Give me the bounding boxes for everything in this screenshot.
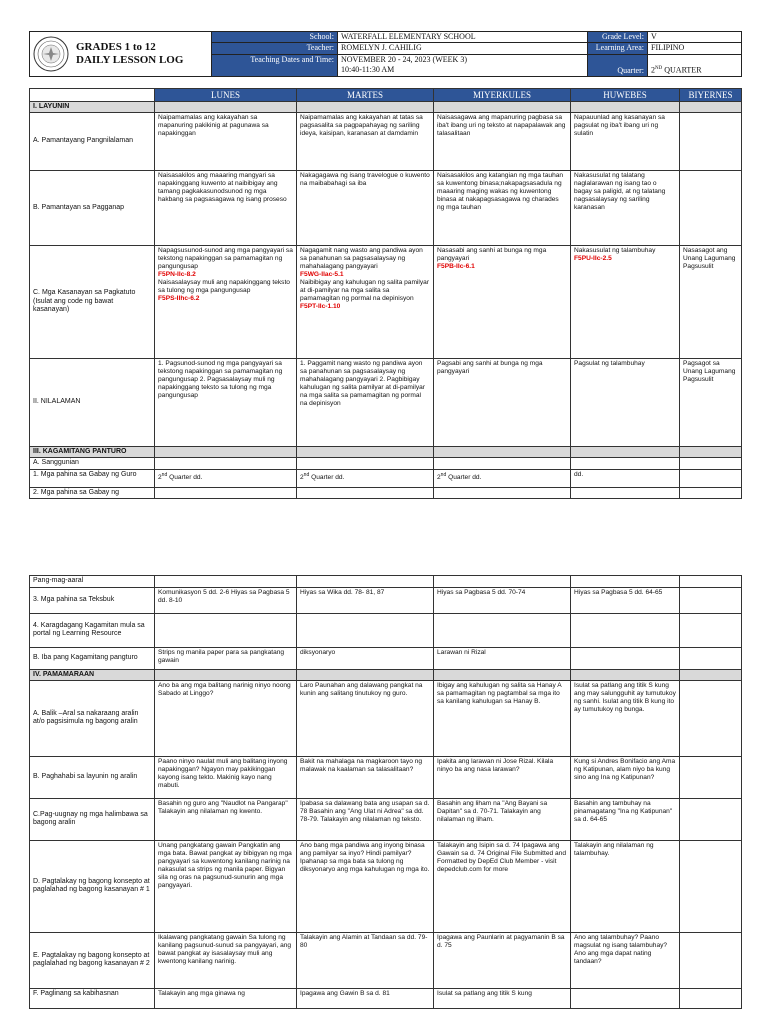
row-label-pagtalakay-1: D. Pagtalakay ng bagong konsepto at paglalahad ng bagong kasanayan # 1 bbox=[30, 840, 155, 932]
table-row bbox=[30, 359, 742, 447]
cell-pag-uugnay-miyerkules: Basahin ang liham na "Ang Bayani sa Dapitan" sa d. 70-71. Talakayin ang nilalaman ng liham. bbox=[434, 798, 571, 840]
table-row bbox=[30, 487, 742, 499]
cell-ii-biyernes: Pagsagot sa Unang Lagumang Pagsusulit bbox=[680, 359, 742, 447]
row-label-pamantayan-pagganap: B. Pamantayan sa Pagganap bbox=[30, 171, 155, 246]
cell-teksbuk-huwebes: Hiyas sa Pagbasa 5 dd. 64-65 bbox=[571, 587, 680, 613]
quarter-suffix: nd bbox=[440, 471, 447, 478]
cell-paghahabi-huwebes: Kung si Andres Bonifacio ang Ama ng Katipunan, alam niyo ba kung sino ang Ina ng Katipunan? bbox=[571, 756, 680, 798]
quarter-number: 2 bbox=[300, 473, 304, 481]
school-value: WATERFALL ELEMENTARY SCHOOL bbox=[338, 32, 588, 43]
quarter-suffix: nd bbox=[303, 471, 310, 478]
section-kagamitan-row bbox=[30, 447, 742, 458]
title-line-1: GRADES 1 to 12 bbox=[76, 41, 156, 53]
day-miyerkules: MIYERKULES bbox=[434, 89, 571, 102]
teacher-label: Teacher: bbox=[212, 43, 338, 54]
cell-pagtalakay2-huwebes: Ano ang talambuhay? Paano magsulat ng isang talambuhay? Ano ang mga dapat nating tandaan? bbox=[571, 932, 680, 988]
day-huwebes: HUWEBES bbox=[571, 89, 680, 102]
row-label-iba-pang-kagamitan: B. Iba pang Kagamitang pangturo bbox=[30, 647, 155, 669]
cell-c-miyerkules bbox=[434, 246, 571, 359]
cell-paglinang-miyerkules: Isulat sa patlang ang titik S kung bbox=[434, 988, 571, 1008]
day-lunes: LUNES bbox=[155, 89, 297, 102]
cell-c-martes-text-2: Naibibigay ang kahulugan ng salita pamilyar at di-pamilyar na mga salita sa pamamagitan ng pormal na depinisyon bbox=[300, 279, 430, 302]
cell-ii-huwebes: Pagsulat ng talambuhay bbox=[571, 359, 680, 447]
cell-c-huwebes bbox=[571, 246, 680, 359]
cell-balik-martes: Laro Paunahan ang dalawang pangkat na kunin ang salitang tinutukoy ng guro. bbox=[297, 680, 434, 756]
cell-guro-martes bbox=[297, 469, 434, 487]
row-label-paghahabi: B. Paghahabi sa layunin ng aralin bbox=[30, 756, 155, 798]
competency-code: F5PT-IIc-1.10 bbox=[300, 303, 341, 310]
cell-a-biyernes bbox=[680, 113, 742, 171]
table-row bbox=[30, 756, 742, 798]
table-row bbox=[30, 840, 742, 932]
cell-b-martes: Nakagagawa ng isang travelogue o kuwento na maibabahagi sa iba bbox=[297, 171, 434, 246]
dates-cell bbox=[338, 54, 588, 77]
table-row bbox=[30, 576, 742, 588]
grade-value: V bbox=[648, 32, 742, 43]
dates-label: Teaching Dates and Time: bbox=[212, 54, 338, 77]
row-label-gabay-guro: 1. Mga pahina sa Gabay ng Guro bbox=[30, 469, 155, 487]
row-label-pang-magaaral: Pang-mag-aaral bbox=[30, 576, 155, 588]
cell-teksbuk-lunes: Komunikasyon 5 dd. 2-6 Hiyas sa Pagbasa 5 dd. 8-10 bbox=[155, 587, 297, 613]
cell-ii-lunes: 1. Pagsunod-sunod ng mga pangyayari sa tekstong napakinggan sa pamamagitan ng pangungusap 2. Pagsasalaysay muli ng napakinggang teksto sa tulong ng mga pangungusap bbox=[155, 359, 297, 447]
cell-b-lunes: Naisasakilos ang maaaring mangyari sa napakinggang kuwento at naibibigay ang tamang pagkakasunodsunod ng mga hakbang sa pagsasagawa ng isang proseso bbox=[155, 171, 297, 246]
cell-guro-lunes bbox=[155, 469, 297, 487]
quarter-suffix: nd bbox=[161, 471, 168, 478]
deped-seal-icon bbox=[33, 36, 69, 72]
row-label-sanggunian: A. Sanggunian bbox=[30, 458, 155, 470]
cell-teksbuk-miyerkules: Hiyas sa Pagbasa 5 dd. 70-74 bbox=[434, 587, 571, 613]
cell-b-huwebes: Nakasusulat ng talatang naglalarawan ng isang tao o bagay sa paligid, at ng talatang nagsasalaysay ng sariling karanasan bbox=[571, 171, 680, 246]
quarter-suffix: ND bbox=[655, 66, 663, 72]
cell-balik-huwebes: Isulat sa patlang ang titik S kung ang may salungguhit ay tumutukoy ng sanhi. Isulat ang titik B kung ito ay tumutukoy ng bunga. bbox=[571, 680, 680, 756]
cell-pagtalakay1-huwebes: Talakayin ang nilalaman ng talambuhay. bbox=[571, 840, 680, 932]
page-one bbox=[0, 0, 768, 511]
cell-guro-miyerkules bbox=[434, 469, 571, 487]
cell-pag-uugnay-lunes: Basahin ng guro ang "Naudlot na Pangarap" Talakayin ang nilalaman ng kwento. bbox=[155, 798, 297, 840]
quarter-text: Quarter dd. bbox=[167, 473, 203, 481]
cell-pagtalakay2-martes: Talakayin ang Alamin at Tandaan sa dd. 79-80 bbox=[297, 932, 434, 988]
row-label-pag-uugnay: C.Pag-uugnay ng mga halimbawa sa bagong aralin bbox=[30, 798, 155, 840]
cell-paglinang-martes: Ipagawa ang Gawin B sa d. 81 bbox=[297, 988, 434, 1008]
section-layunin-row bbox=[30, 102, 742, 113]
time-value: 10:40-11:30 AM bbox=[341, 64, 395, 74]
table-row bbox=[30, 469, 742, 487]
competency-code: F5PS-IIhc-6.2 bbox=[158, 295, 200, 302]
cell-c-lunes bbox=[155, 246, 297, 359]
section-pamamaraan: IV. PAMAMARAAN bbox=[30, 669, 155, 680]
area-value: FILIPINO bbox=[648, 43, 742, 54]
cell-pag-uugnay-martes: Ipabasa sa dalawang bata ang usapan sa d. 78 Basahin ang "Ang Ulat ni Adrea" sa dd. 78-79. Talakayin ang nilalaman ng teksto. bbox=[297, 798, 434, 840]
cell-paglinang-lunes: Talakayin ang mga ginawa ng bbox=[155, 988, 297, 1008]
section-kagamitan: III. KAGAMITANG PANTURO bbox=[30, 447, 155, 458]
quarter-text: Quarter dd. bbox=[446, 473, 482, 481]
cell-c-martes-text-1: Nagagamit nang wasto ang pandiwa ayon sa panahunan sa pagsasalaysay ng mahahalagang pangyayari bbox=[300, 247, 423, 270]
cell-ii-miyerkules: Pagsabi ang sanhi at bunga ng mga pangyayari bbox=[434, 359, 571, 447]
day-biyernes: BIYERNES bbox=[680, 89, 742, 102]
cell-c-miyerkules-text: Nasasabi ang sanhi at bunga ng mga pangyayari bbox=[437, 247, 547, 262]
competency-code: F5PU-IIc-2.5 bbox=[574, 255, 612, 262]
day-header-blank bbox=[30, 89, 155, 102]
cell-pagtalakay2-lunes: Ikalawang pangkatang gawain Sa tulong ng kanilang pagsunud-sunud sa pangyayari, ang bawat pangkat ay isasalaysay muli ang kwentong kanilang narinig. bbox=[155, 932, 297, 988]
cell-a-lunes: Naipamamalas ang kakayahan sa mapanuring pakikinig at pagunawa sa napakinggan bbox=[155, 113, 297, 171]
table-row bbox=[30, 680, 742, 756]
cell-paghahabi-miyerkules: Ipakita ang larawan ni Jose Rizal. Kilala ninyo ba ang nasa larawan? bbox=[434, 756, 571, 798]
cell-b-biyernes bbox=[680, 171, 742, 246]
cell-balik-miyerkules: Ibigay ang kahulugan ng salita sa Hanay A sa pamamagitan ng pagtambal sa mga ito sa kanilang kahulugan sa Hanay B. bbox=[434, 680, 571, 756]
cell-pagtalakay1-miyerkules: Talakayin ang Isipin sa d. 74 Ipagawa ang Gawain sa d. 74 Original File Submitted and Formatted by DepEd Club Member - visit depedclub.com for more bbox=[434, 840, 571, 932]
table-row bbox=[30, 587, 742, 613]
header-logo-cell bbox=[30, 32, 212, 77]
cell-iba-miyerkules: Larawan ni Rizal bbox=[434, 647, 571, 669]
cell-paghahabi-martes: Bakit na mahalaga na magkaroon tayo ng malawak na kaalaman sa talasalitaan? bbox=[297, 756, 434, 798]
cell-c-lunes-text-2: Naisasalaysay muli ang napakinggang teksto sa tulong ng mga pangungusap bbox=[158, 279, 290, 294]
quarter-text: Quarter dd. bbox=[309, 473, 345, 481]
quarter-text: QUARTER bbox=[662, 66, 702, 75]
row-label-karagdagan: 4. Karagdagang Kagamitan mula sa portal ng Learning Resource bbox=[30, 613, 155, 647]
row-label-teksbuk: 3. Mga pahina sa Teksbuk bbox=[30, 587, 155, 613]
section-layunin: I. LAYUNIN bbox=[30, 102, 155, 113]
row-label-gabay-magaaral: 2. Mga pahina sa Gabay ng bbox=[30, 487, 155, 499]
cell-pagtalakay1-lunes: Unang pangkatang gawain Pangkatin ang mga bata. Bawat pangkat ay bibigyan ng mga pangyayari sa kuwentong kanilang narinig na nakasulat sa strips ng manila paper. Bigyan sila ng oras na pagsunud-sunurin ang mga pangyayari. bbox=[155, 840, 297, 932]
day-header-row bbox=[30, 89, 742, 102]
quarter-number: 2 bbox=[437, 473, 441, 481]
lesson-table-page-2 bbox=[29, 575, 742, 1009]
quarter-number: 2 bbox=[651, 66, 655, 75]
cell-pagtalakay1-martes: Ano bang mga pandiwa ang inyong binasa ang pamilyar sa inyo? Hindi pamilyar? Ipahanap sa mga bata sa tulong ng diksyonaryo ang mga kahulugan ng mga ito. bbox=[297, 840, 434, 932]
cell-iba-martes: diksyonaryo bbox=[297, 647, 434, 669]
row-label-pamantayang-pangnilalaman: A. Pamantayang Pangnilalaman bbox=[30, 113, 155, 171]
table-row bbox=[30, 798, 742, 840]
page-two bbox=[0, 575, 768, 1024]
cell-iba-lunes: Strips ng manila paper para sa pangkatang gawain bbox=[155, 647, 297, 669]
cell-c-martes bbox=[297, 246, 434, 359]
cell-teksbuk-martes: Hiyas sa Wika dd. 78- 81, 87 bbox=[297, 587, 434, 613]
table-row bbox=[30, 932, 742, 988]
quarter-number: 2 bbox=[158, 473, 162, 481]
cell-balik-lunes: Ano ba ang mga balitang narinig ninyo noong Sabado at Linggo? bbox=[155, 680, 297, 756]
cell-a-huwebes: Napauunlad ang kasanayan sa pagsulat ng iba't ibang uri ng sulatin bbox=[571, 113, 680, 171]
cell-c-biyernes: Nasasagot ang Unang Lagumang Pagsusulit bbox=[680, 246, 742, 359]
cell-c-huwebes-text: Nakasusulat ng talambuhay bbox=[574, 247, 656, 254]
quarter-label: Quarter: bbox=[588, 54, 648, 77]
table-row bbox=[30, 246, 742, 359]
cell-a-martes: Naipamamalas ang kakayahan at tatas sa pagsasalita sa pagpapahayag ng sariling ideya, kaisipan, karanasan at damdamin bbox=[297, 113, 434, 171]
row-label-balik-aral: A. Balik –Aral sa nakaraang aralin at/o pagsisimula ng bagong aralin bbox=[30, 680, 155, 756]
row-label-kasanayan: C. Mga Kasanayan sa Pagkatuto (Isulat ang code ng bawat kasanayan) bbox=[30, 246, 155, 359]
cell-c-lunes-text-1: Napagsusunod-sunod ang mga pangyayari sa tekstong napakinggan sa pamamagitan ng pangungusap bbox=[158, 247, 293, 270]
row-label-nilalaman: II. NILALAMAN bbox=[30, 359, 155, 447]
competency-code: F5WG-IIac-5.1 bbox=[300, 271, 344, 278]
table-row bbox=[30, 647, 742, 669]
teacher-value: ROMELYN J. CAHILIG bbox=[338, 43, 588, 54]
cell-pagtalakay2-miyerkules: Ipagawa ang Paunlarin at pagyamanin B sa d. 75 bbox=[434, 932, 571, 988]
header-table bbox=[29, 31, 742, 77]
competency-code: F5PN-IIc-8.2 bbox=[158, 271, 196, 278]
cell-paghahabi-lunes: Paano ninyo naulat muli ang balitang inyong napakinggan? Ngayon may pakikinggan kayong isang tekto. Makinig kayo nang mabuti. bbox=[155, 756, 297, 798]
table-row bbox=[30, 113, 742, 171]
competency-code: F5PB-IIc-6.1 bbox=[437, 263, 475, 270]
dates-value: NOVEMBER 20 - 24, 2023 (WEEK 3) bbox=[341, 54, 467, 64]
title-line-2: DAILY LESSON LOG bbox=[76, 54, 184, 66]
table-row bbox=[30, 458, 742, 470]
row-label-pagtalakay-2: E. Pagtalakay ng bagong konsepto at paglalahad ng bagong kasanayan # 2 bbox=[30, 932, 155, 988]
lesson-table-page-1 bbox=[29, 88, 742, 499]
cell-ii-martes: 1. Paggamit nang wasto ng pandiwa ayon sa panahunan sa pagsasalaysay ng mahahalagang pangyayari 2. Pagbibigay kahulugan ng salita pamilyar at di-pamilyar na mga salita sa pamamagitan ng pormal na depinisyon bbox=[297, 359, 434, 447]
table-row bbox=[30, 613, 742, 647]
cell-pag-uugnay-huwebes: Basahin ang tambuhay na pinamagatang "Ina ng Katipunan" sa d. 64-65 bbox=[571, 798, 680, 840]
table-row bbox=[30, 171, 742, 246]
grade-label: Grade Level: bbox=[588, 32, 648, 43]
table-row bbox=[30, 988, 742, 1008]
section-pamamaraan-row bbox=[30, 669, 742, 680]
quarter-value bbox=[648, 54, 742, 77]
school-label: School: bbox=[212, 32, 338, 43]
row-label-paglinang: F. Paglinang sa kabihasnan bbox=[30, 988, 155, 1008]
page-gap bbox=[0, 511, 768, 575]
cell-b-miyerkules: Naisasakilos ang katangian ng mga tauhan sa kuwentong binasa;nakapagsasadula ng maaaring maging wakas ng kuwentong binasa at nakapagsasagawa ng charades ng mga tauhan bbox=[434, 171, 571, 246]
cell-guro-huwebes: dd. bbox=[571, 469, 680, 487]
day-martes: MARTES bbox=[297, 89, 434, 102]
cell-a-miyerkules: Naisasagawa ang mapanuring pagbasa sa iba't ibang uri ng teksto at napapalawak ang talasalitaan bbox=[434, 113, 571, 171]
area-label: Learning Area: bbox=[588, 43, 648, 54]
